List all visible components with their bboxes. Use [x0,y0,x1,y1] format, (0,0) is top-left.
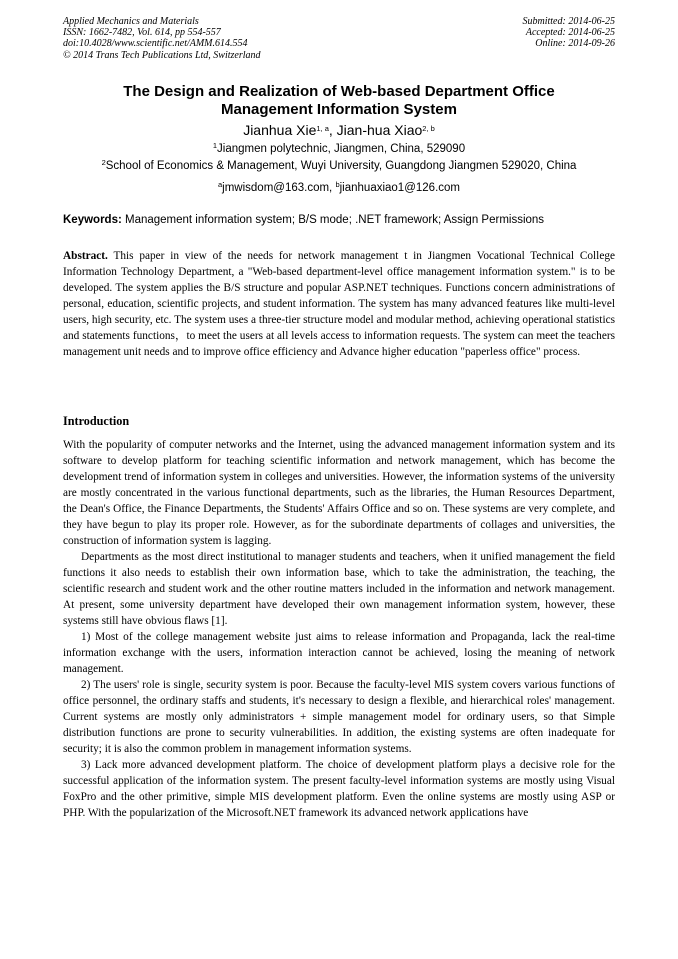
affiliation-1 [40,142,638,157]
submission-dates [523,16,616,50]
abstract-text: This paper in view of the needs for network management t in Jiangmen Vocational Technical College Information Technology Department, a "Web-based department-level office management information system." is to be developed. The system applies the B/S structure and popular ASP.NET techniques. Functions concern administrations of personal, education, scientific projects, and student information. The system has many advanced features like multi-level users, high security, etc. The system uses a three-tier structure model and modular method, achieving operational statistics and statements functions，to meet the users at all levels access to information requests. The system can meet the teachers management unit needs and to improve office efficiency and Advance higher education "paperless office" process. [63,250,615,358]
introduction-body [63,437,615,821]
author-1-sup: 1, a [316,124,329,133]
journal-name: Applied Mechanics and Materials [63,16,199,27]
title-line-2: Management Information System [221,100,457,118]
affiliation-2-text: School of Economics & Management, Wuyi University, Guangdong Jiangmen 529020, China [105,160,577,172]
author-separator: , [328,122,337,138]
author-1-name: Jianhua Xie [243,122,317,138]
affiliation-2 [40,159,638,174]
email-1-sup: a [217,180,223,189]
journal-doi[interactable]: doi:10.4028/www.scientific.net/AMM.614.554 [63,38,248,50]
affiliation-2-sup: 2 [101,158,106,167]
author-2-name: Jian-hua Xiao [336,122,423,138]
abstract [63,248,615,360]
online-date: Online: 2014-09-26 [535,38,615,50]
submitted-date: Submitted: 2014-06-25 [522,16,615,27]
keywords [63,213,623,228]
title-line-1: The Design and Realization of Web-based Department Office [123,83,555,100]
paper-title [63,83,615,118]
email-1[interactable]: jmwisdom@163.com, [222,182,336,194]
intro-paragraph: With the popularity of computer networks and the Internet, using the advanced management information system and its software to develop platform for teaching scientific information and network management, which has become the development trend of information system in colleges and universities. However, the information systems of the university are mostly concentrated in the various functional departments, such as the libraries, the Human Resources Department, the Dean's Office, the Finance Departments, the Students' Affairs Office and so on. These systems are very complete, and they have begun to play its proper role. However, as for the subordinate departments of collages and universities, the construction of information system is lagging. [63,439,615,547]
affiliation-1-text: Jiangmen polytechnic, Jiangmen, China, 529090 [217,143,466,155]
intro-list-item-3: 3) Lack more advanced development platform. The choice of development platform plays a decisive role for the successful application of the information system. The present faculty-level information systems are mostly using Visual FoxPro and the other primitive, simple MIS development platform. Even the online systems are mostly using ASP or PHP. With the popularization of the Microsoft.NET framework its advanced network applications have [63,759,615,819]
intro-list-item-2: 2) The users' role is single, security system is poor. Because the faculty-level MIS system covers various functions of office personnel, the ordinary staffs and students, it's necessary to design a flexible, and hierarchical roles' management. Current systems are mostly only administrators + simple management model for ordinary users, so that Simple distribution functions are prone to security vulnerabilities. In addition, the existing systems are often inadequate for security; it is also the common problem in management information systems. [63,679,615,755]
journal-info [63,16,261,61]
author-2-sup: 2, b [422,124,435,133]
email-2[interactable]: jianhuaxiao1@126.com [339,182,460,194]
author-emails [63,181,615,196]
email-2-sup: b [335,180,340,189]
keywords-label: Keywords: [63,214,122,226]
journal-copyright: © 2014 Trans Tech Publications Ltd, Switzerland [63,49,261,61]
section-heading-introduction: Introduction [63,414,130,428]
affiliation-1-sup: 1 [212,141,218,150]
accepted-date: Accepted: 2014-06-25 [525,27,615,39]
abstract-label: Abstract. [63,250,108,262]
journal-issn: ISSN: 1662-7482, Vol. 614, pp 554-557 [63,27,221,39]
author-list [63,121,615,139]
keywords-text: Management information system; B/S mode; .NET framework; Assign Permissions [121,214,545,226]
intro-paragraph: Departments as the most direct institutional to manager students and teachers, when it unified management the field functions it also needs to establish their own information base, which to take the administration, the teaching, the scientific research and student work and the other routine matters included in the information and network management. At present, some university department have developed their own management information system, however, these systems still have obvious flaws [1]. [63,551,615,627]
intro-list-item-1: 1) Most of the college management website just aims to release information and Propaganda, lack the real-time information exchange with the users, information interaction cannot be achieved, losing the meaning of network management. [63,631,615,675]
